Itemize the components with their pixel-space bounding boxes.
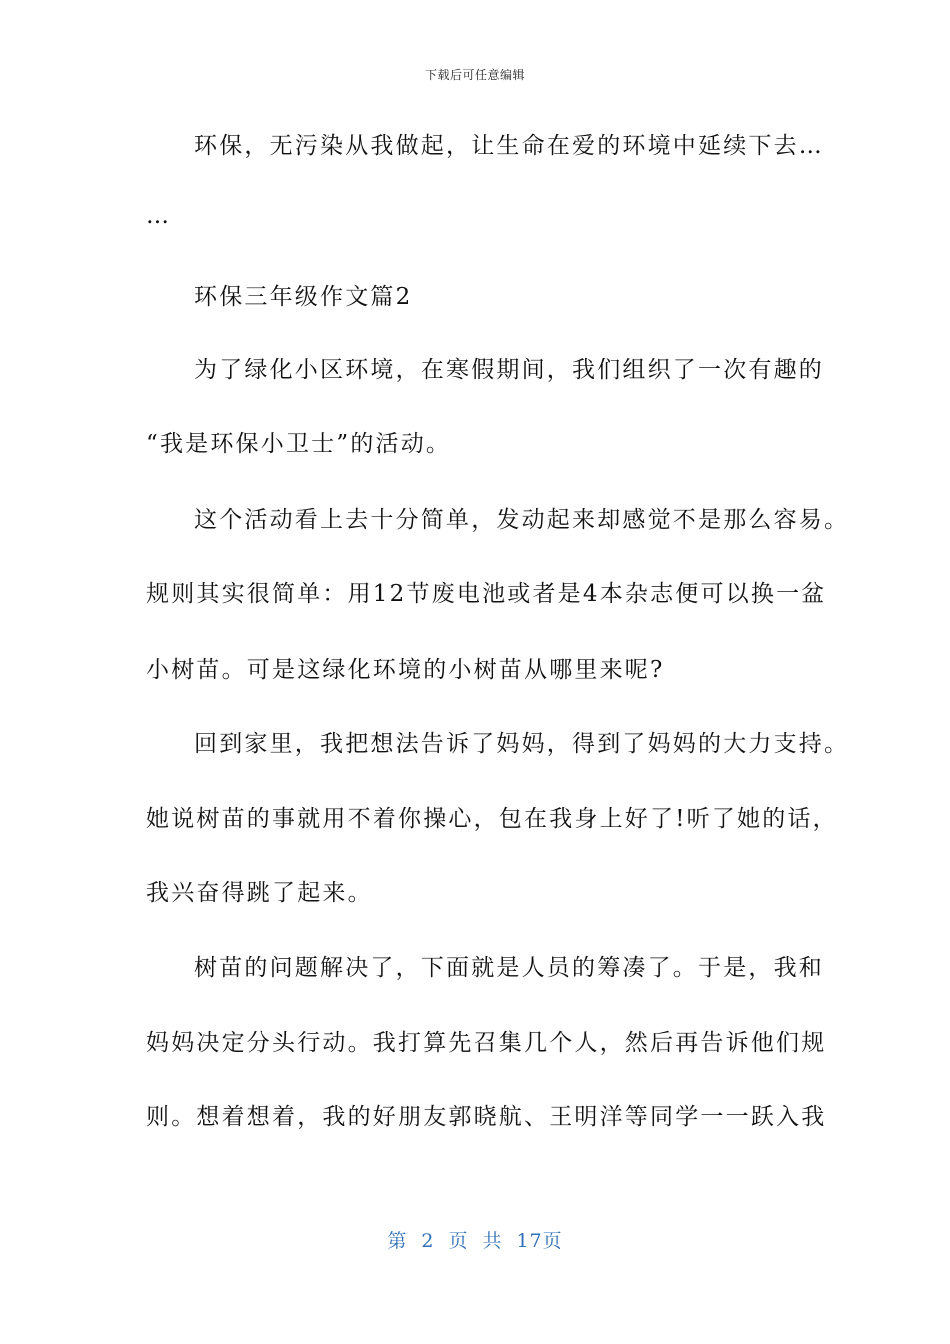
paragraph-line: 小树苗。可是这绿化环境的小树苗从哪里来呢? <box>146 657 665 683</box>
footer-label-ye-end: 页 <box>542 1230 563 1252</box>
current-page-number: 2 <box>421 1230 435 1252</box>
page-footer <box>0 1226 950 1253</box>
paragraph-line: 规则其实很简单：用12节废电池或者是4本杂志便可以换一盆 <box>146 581 827 607</box>
footer-label-di: 第 <box>387 1230 408 1252</box>
paragraph-line: 则。想着想着，我的好朋友郭晓航、王明洋等同学一一跃入我 <box>146 1104 827 1130</box>
paragraph-line: “我是环保小卫士”的活动。 <box>146 431 452 457</box>
paragraph-line: 她说树苗的事就用不着你操心，包在我身上好了!听了她的话， <box>146 806 838 832</box>
paragraph-line: 我兴奋得跳了起来。 <box>146 880 373 906</box>
paragraph-line: 树苗的问题解决了，下面就是人员的筹凑了。于是，我和 <box>194 955 824 981</box>
paragraph-line: … <box>146 203 172 229</box>
header-note: 下载后可任意编辑 <box>424 68 525 82</box>
section-heading: 环保三年级作文篇2 <box>194 284 413 310</box>
paragraph-line: 回到家里，我把想法告诉了妈妈，得到了妈妈的大力支持。 <box>194 731 850 757</box>
paragraph-line: 这个活动看上去十分简单，发动起来却感觉不是那么容易。 <box>194 507 850 533</box>
footer-label-gong: 共 <box>482 1230 503 1252</box>
paragraph-line: 妈妈决定分头行动。我打算先召集几个人，然后再告诉他们规 <box>146 1030 827 1056</box>
footer-label-ye: 页 <box>448 1230 469 1252</box>
total-page-number: 17 <box>516 1230 543 1252</box>
paragraph-line: 环保，无污染从我做起，让生命在爱的环境中延续下去… <box>194 133 824 159</box>
paragraph-line: 为了绿化小区环境，在寒假期间，我们组织了一次有趣的 <box>194 357 824 383</box>
